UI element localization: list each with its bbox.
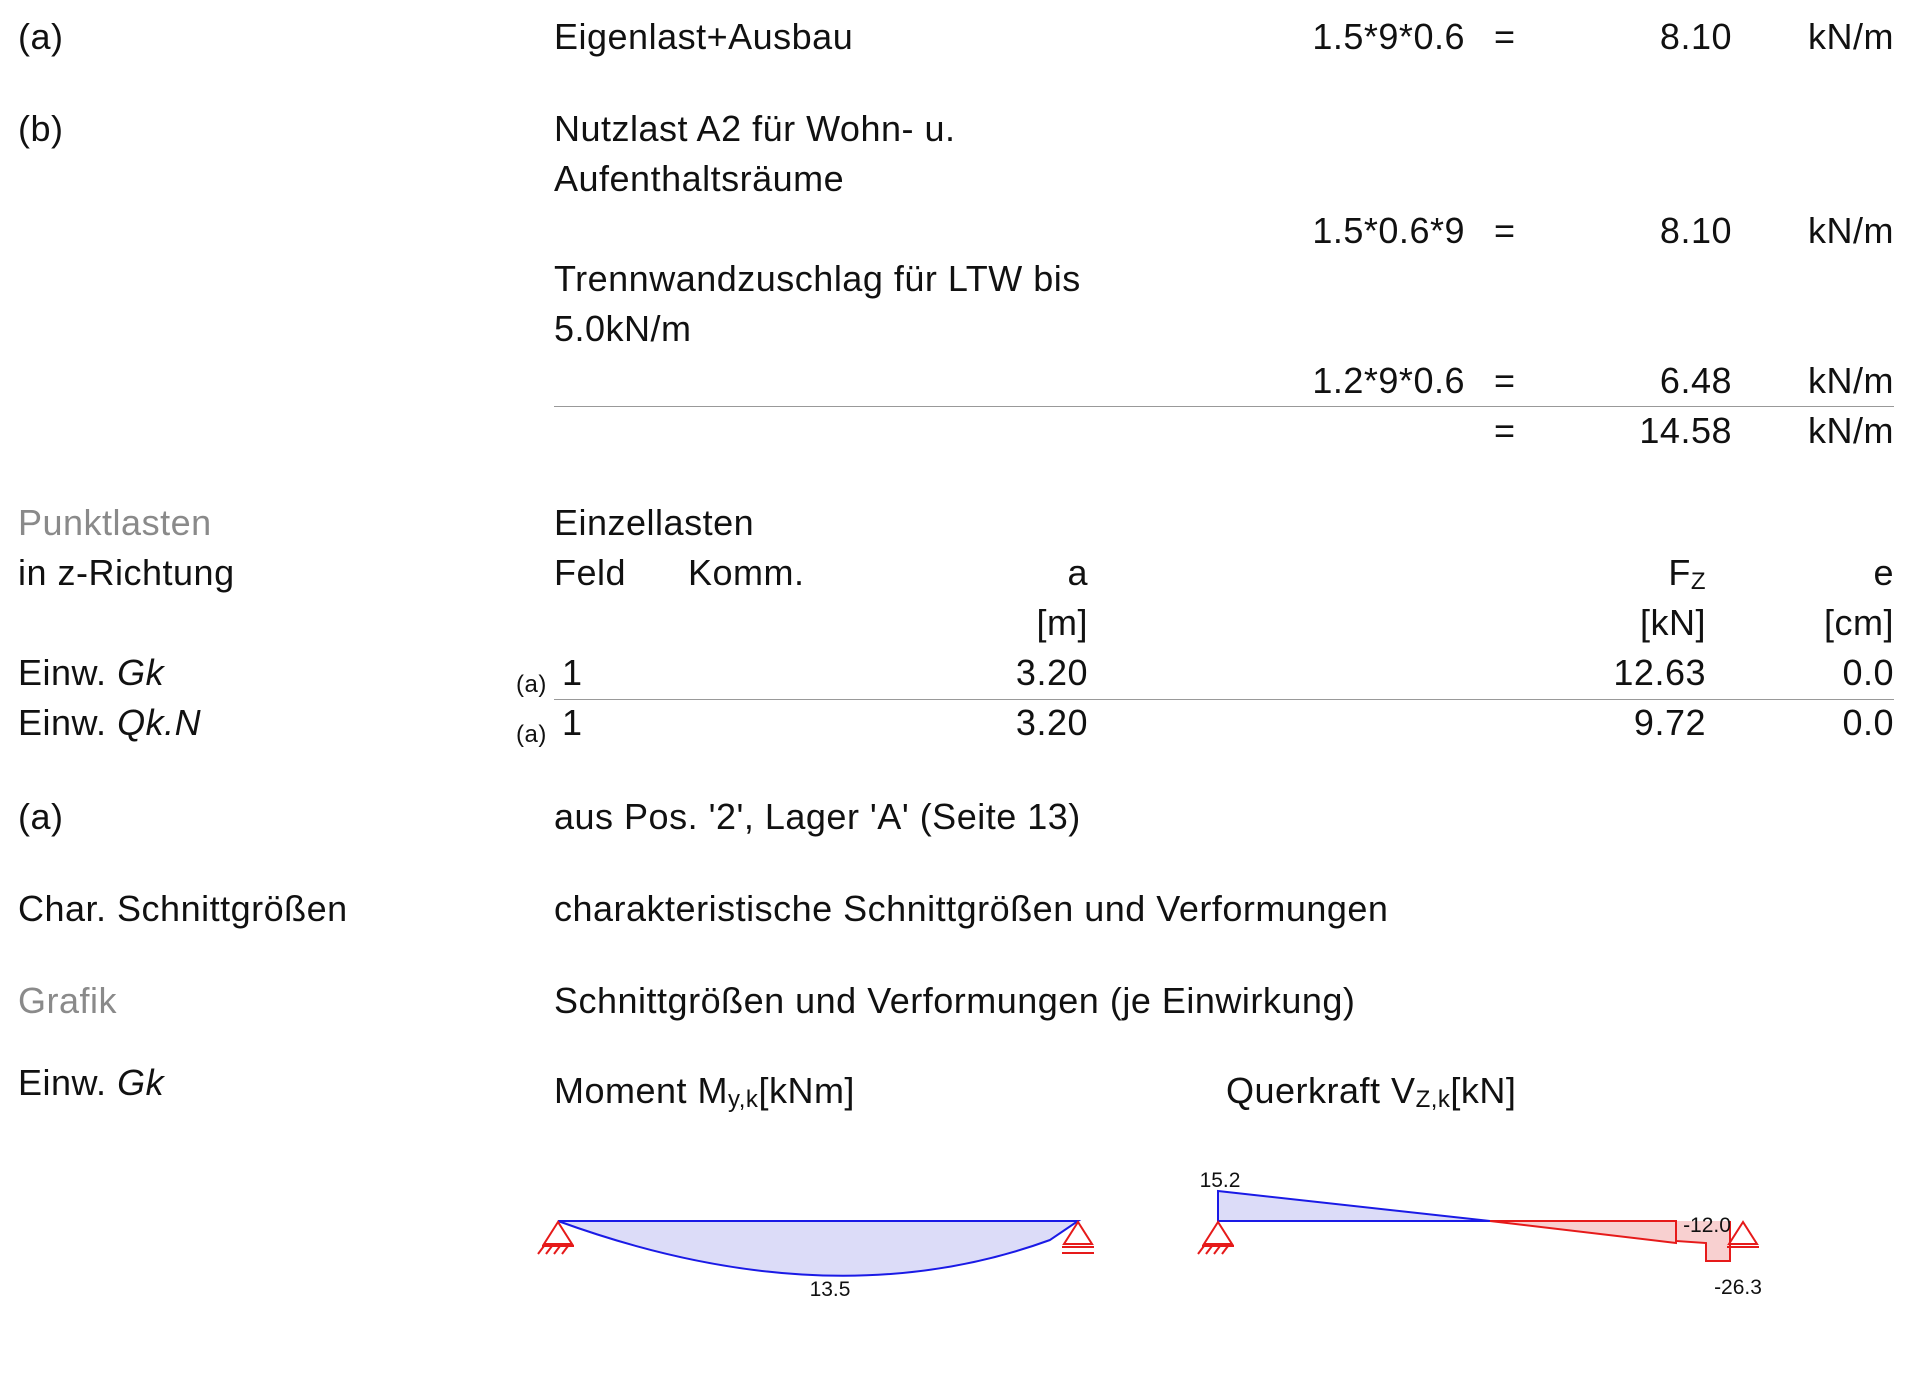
row-a: 3.20	[1015, 702, 1088, 743]
row-e: 0.0	[1842, 702, 1894, 743]
load-value: 8.10	[1659, 210, 1732, 251]
load-unit: kN/m	[1808, 16, 1894, 57]
load-desc-nutzlast-2: Aufenthaltsräume	[554, 158, 845, 199]
row-label-gk: Einw. Gk	[18, 652, 165, 693]
load-unit: kN/m	[1808, 210, 1894, 251]
moment-max-label: 13.5	[809, 1278, 851, 1301]
moment-area	[558, 1221, 1078, 1276]
shear-right-label: -12.0	[1683, 1214, 1731, 1237]
load-desc-eigenlast: Eigenlast+Ausbau	[554, 16, 854, 57]
load-desc-nutzlast-1: Nutzlast A2 für Wohn- u.	[554, 108, 956, 149]
row-label-qkn: Einw. Qk.N	[18, 702, 202, 743]
row-fz: 12.63	[1613, 652, 1706, 693]
shear-left-label: 15.2	[1199, 1169, 1241, 1192]
load-value: 6.48	[1659, 360, 1732, 401]
load-desc-trennwand-2: 5.0kN/m	[554, 308, 692, 349]
row-ref: (a)	[516, 671, 547, 698]
shear-negative-area	[1490, 1221, 1676, 1243]
row-feld: 1	[562, 702, 583, 743]
equals-sign: =	[1494, 16, 1516, 57]
moment-diagram	[530, 1200, 1100, 1310]
row-fz: 9.72	[1633, 702, 1706, 743]
sum-equals: =	[1494, 410, 1516, 451]
col-header-e: e	[1873, 552, 1894, 593]
pin-support-left	[538, 1222, 574, 1254]
einzellasten-title: Einzellasten	[554, 502, 755, 543]
ref-b: (b)	[18, 108, 64, 149]
note-ref: (a)	[18, 796, 64, 837]
shear-diagram	[1190, 1160, 1790, 1310]
char-text: charakteristische Schnittgrößen und Verformungen	[554, 888, 1389, 929]
unit-a: [m]	[1036, 602, 1088, 643]
pin-support-left	[1198, 1222, 1234, 1254]
shear-title: Querkraft $V_{Z,k}[kN]$	[1226, 1070, 1517, 1113]
unit-e: [cm]	[1824, 602, 1894, 643]
einw-gk-label: Einw. Gk	[18, 1062, 165, 1103]
shear-right-label-2: -26.3	[1714, 1276, 1762, 1299]
col-header-feld: Feld	[554, 552, 627, 593]
z-richtung-label: in z-Richtung	[18, 552, 235, 593]
load-formula: 1.2*9*0.6	[1312, 360, 1465, 401]
load-value: 8.10	[1659, 16, 1732, 57]
grafik-text: Schnittgrößen und Verformungen (je Einwirkung)	[554, 980, 1356, 1021]
sum-unit: kN/m	[1808, 410, 1894, 451]
ref-a: (a)	[18, 16, 64, 57]
moment-title: Moment $M_{y,k}[kNm]$	[554, 1070, 855, 1113]
equals-sign: =	[1494, 360, 1516, 401]
row-feld: 1	[562, 652, 583, 693]
load-formula: 1.5*0.6*9	[1312, 210, 1465, 251]
col-header-a: a	[1067, 552, 1088, 593]
unit-fz: [kN]	[1639, 602, 1706, 643]
roller-support-right	[1727, 1222, 1759, 1247]
col-header-komm: Komm.	[688, 552, 805, 593]
shear-positive-area	[1218, 1191, 1490, 1221]
col-header-fz: $F_Z$	[1668, 552, 1706, 595]
load-unit: kN/m	[1808, 360, 1894, 401]
punktlasten-label: Punktlasten	[18, 502, 212, 543]
grafik-label: Grafik	[18, 980, 118, 1021]
row-e: 0.0	[1842, 652, 1894, 693]
sum-value: 14.58	[1639, 410, 1732, 451]
row-a: 3.20	[1015, 652, 1088, 693]
row-ref: (a)	[516, 721, 547, 748]
load-formula: 1.5*9*0.6	[1312, 16, 1465, 57]
load-desc-trennwand-1: Trennwandzuschlag für LTW bis	[554, 258, 1081, 299]
sum-divider	[554, 406, 1894, 407]
equals-sign: =	[1494, 210, 1516, 251]
char-label: Char. Schnittgrößen	[18, 888, 348, 929]
row-divider	[554, 699, 1894, 700]
note-text: aus Pos. '2', Lager 'A' (Seite 13)	[554, 796, 1081, 837]
